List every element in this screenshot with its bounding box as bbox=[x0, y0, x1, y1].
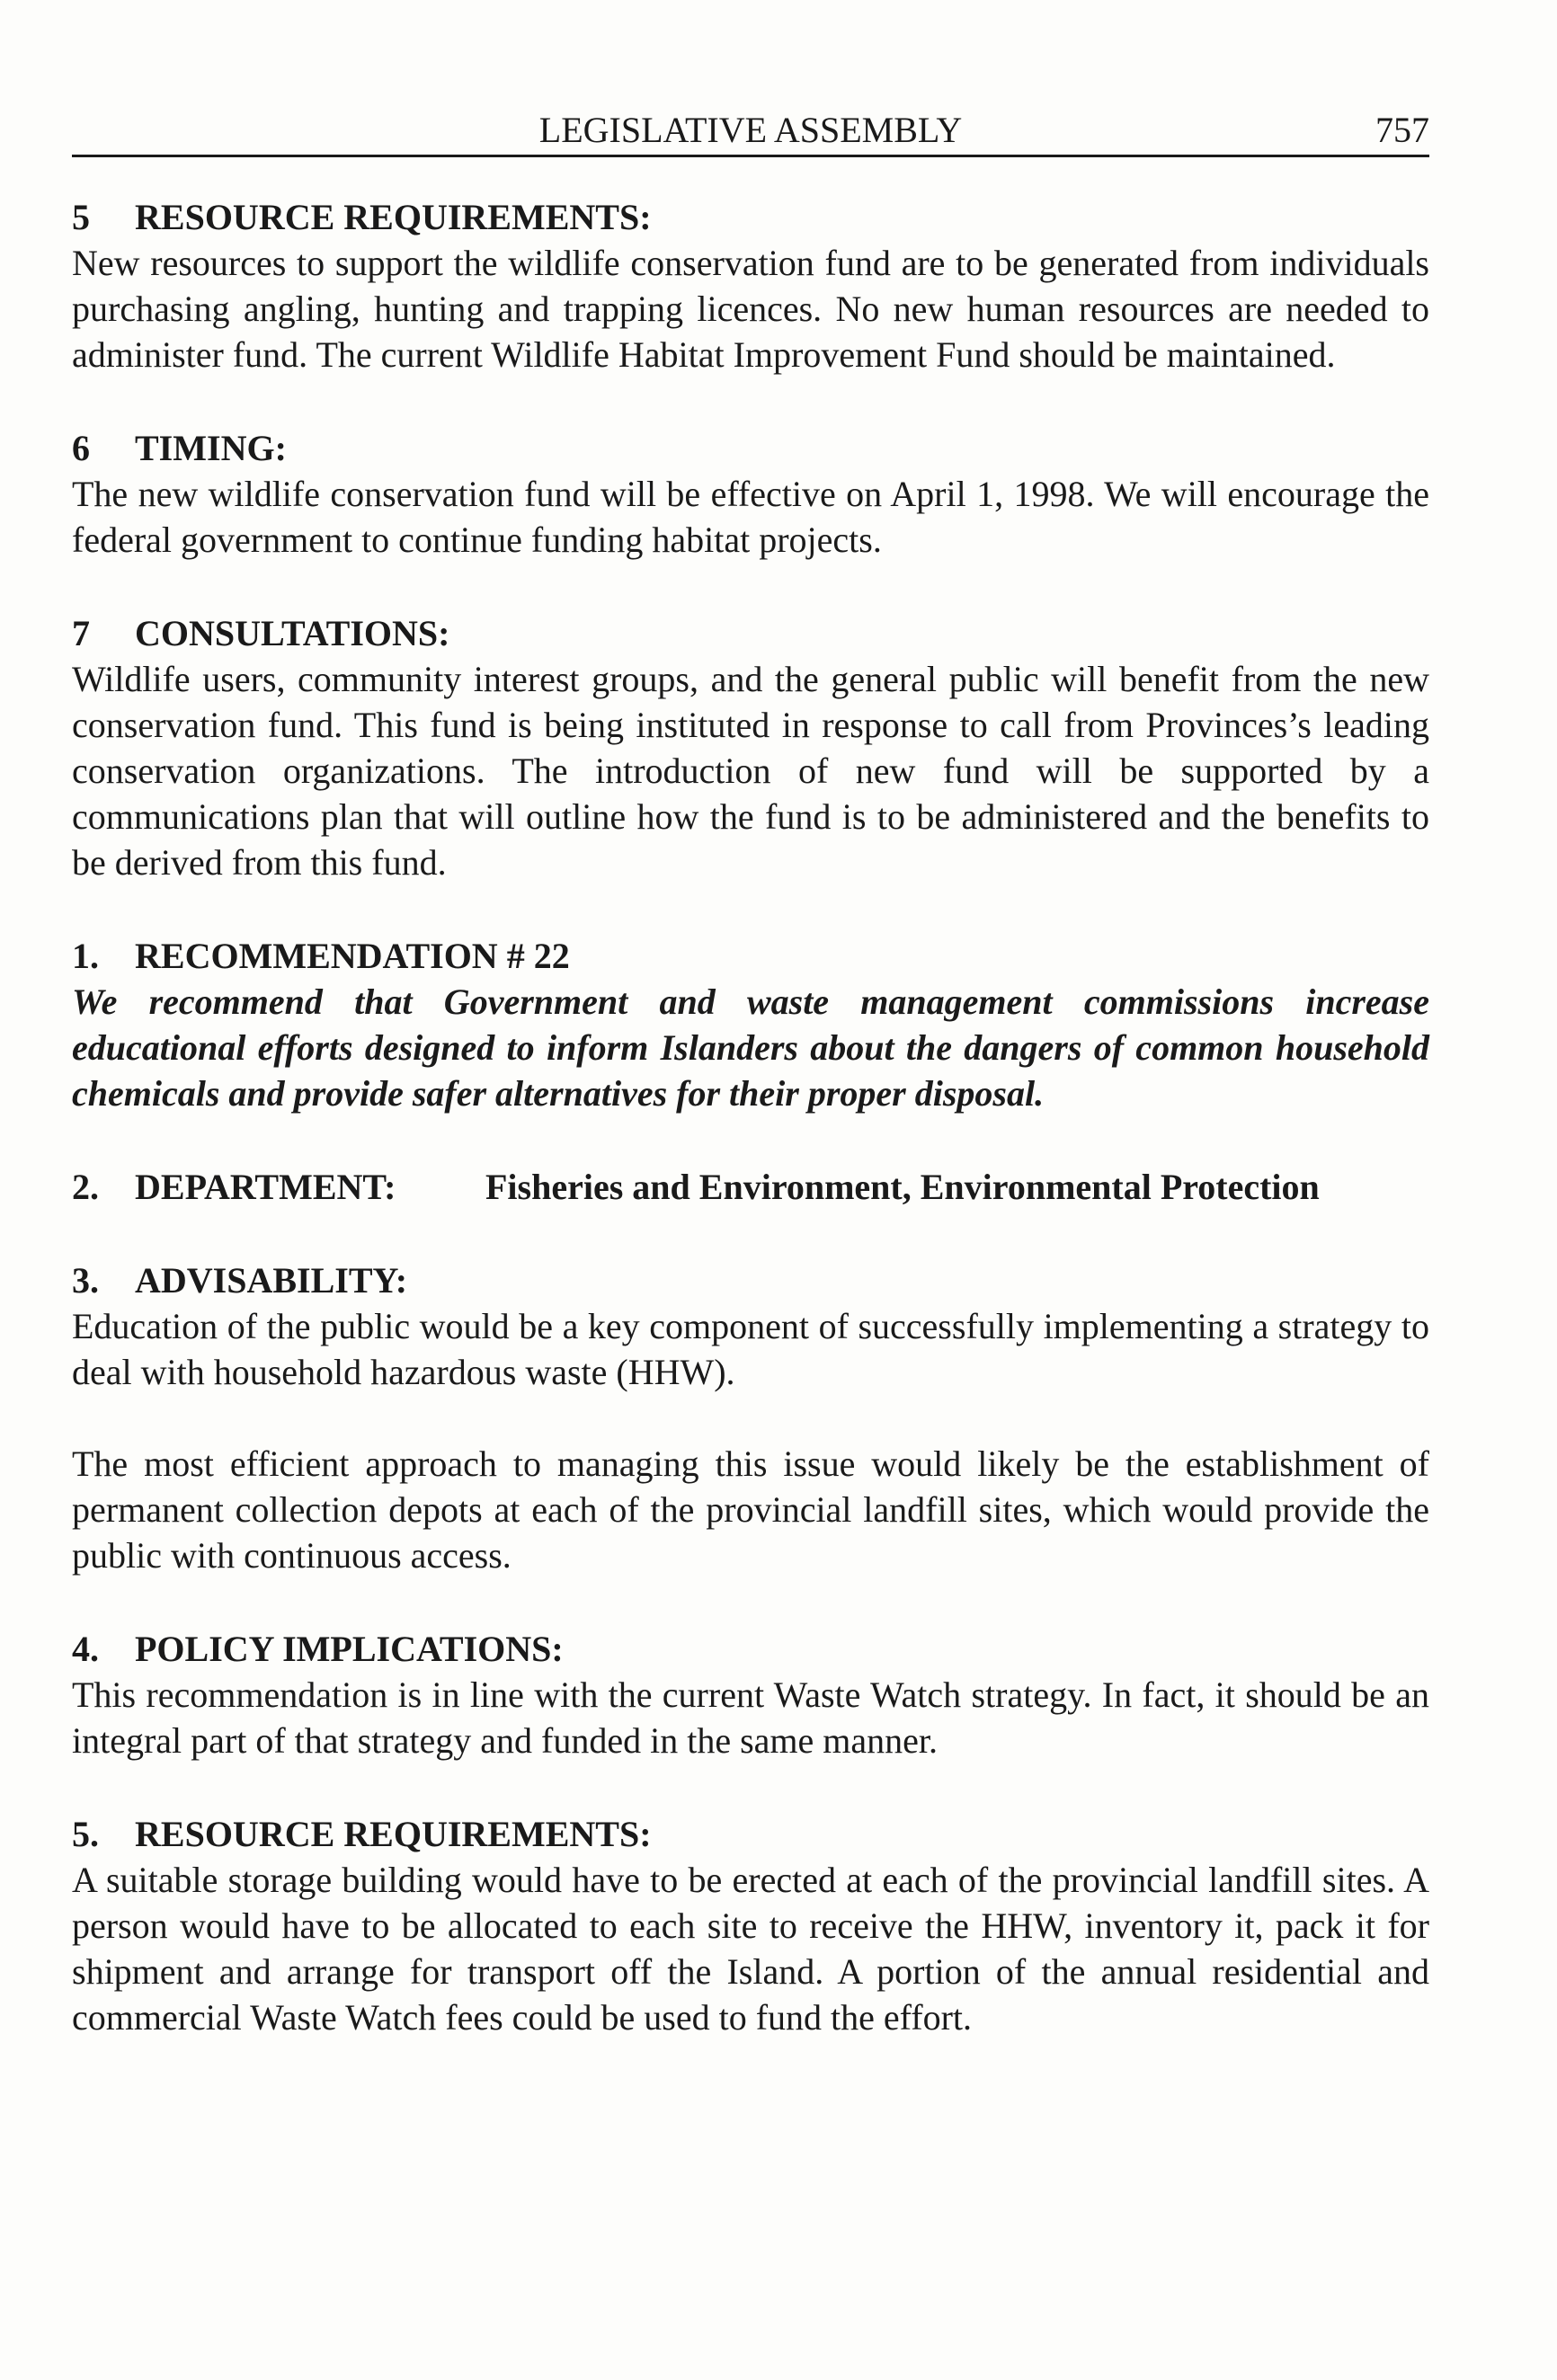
section-heading bbox=[72, 1627, 1429, 1672]
paragraph: Education of the public would be a key component of successfully implementing a strategy to deal with household hazardous waste (HHW). bbox=[72, 1306, 1429, 1392]
section-heading bbox=[72, 1812, 1429, 1857]
recommendation-title: RECOMMENDATION # 22 bbox=[135, 936, 570, 976]
section-number: 2. bbox=[72, 1167, 99, 1207]
section-number: 5 bbox=[72, 197, 90, 237]
paragraph: A suitable storage building would have to be erected at each of the provincial landfill sites. A person would have to be allocated to each site to receive the HHW, inventory it, pack it for shipment and arrange for transport off the Island. A portion of the annual residential and commercial Waste Watch fees could be used to fund the effort. bbox=[72, 1860, 1429, 2038]
section-timing bbox=[72, 426, 1429, 563]
paragraph: The new wildlife conservation fund will be effective on April 1, 1998. We will encourage the federal government to continue funding habitat projects. bbox=[72, 474, 1429, 560]
section-number: 1. bbox=[72, 936, 99, 976]
section-title: TIMING: bbox=[135, 428, 287, 468]
running-header bbox=[72, 106, 1429, 157]
document-content bbox=[72, 195, 1429, 2040]
section-number: 3. bbox=[72, 1260, 99, 1301]
section-department bbox=[72, 1165, 1429, 1210]
section-number: 6 bbox=[72, 428, 90, 468]
section-title: POLICY IMPLICATIONS: bbox=[135, 1629, 564, 1669]
section-advisability bbox=[72, 1258, 1429, 1578]
section-heading bbox=[72, 426, 1429, 471]
recommendation-heading bbox=[72, 934, 1429, 979]
running-title: LEGISLATIVE ASSEMBLY bbox=[538, 110, 963, 150]
paragraph: The most efficient approach to managing this issue would likely be the establishment of permanent collection depots at each of the provincial landfill sites, which would provide the public with continuous access. bbox=[72, 1443, 1429, 1576]
section-heading bbox=[72, 1258, 1429, 1303]
section-heading bbox=[72, 195, 1429, 240]
section-resource-requirements-wildlife bbox=[72, 195, 1429, 377]
page-number: 757 bbox=[1375, 110, 1429, 150]
section-title: CONSULTATIONS: bbox=[135, 613, 450, 653]
document-page bbox=[72, 106, 1429, 2089]
department-value: Fisheries and Environment, Environmental Protection bbox=[485, 1167, 1320, 1207]
paragraph: This recommendation is in line with the current Waste Watch strategy. In fact, it should be an integral part of that strategy and funded in the same manner. bbox=[72, 1674, 1429, 1761]
recommendation-text: We recommend that Government and waste management commissions increase educational efforts designed to inform Islanders about the dangers of common household chemicals and provide safer alternatives for their proper disposal. bbox=[72, 981, 1429, 1114]
section-resource-requirements-hhw bbox=[72, 1812, 1429, 2040]
section-heading bbox=[72, 611, 1429, 656]
department-line bbox=[72, 1165, 1429, 1210]
section-number: 5. bbox=[72, 1814, 99, 1854]
section-policy-implications bbox=[72, 1627, 1429, 1763]
section-number: 7 bbox=[72, 613, 90, 653]
section-number: 4. bbox=[72, 1629, 99, 1669]
section-title: ADVISABILITY: bbox=[135, 1260, 408, 1301]
section-consultations bbox=[72, 611, 1429, 885]
section-title: RESOURCE REQUIREMENTS: bbox=[135, 197, 652, 237]
section-recommendation bbox=[72, 934, 1429, 1116]
paragraph: New resources to support the wildlife conservation fund are to be generated from individuals purchasing angling, hunting and trapping licences. No new human resources are needed to administer fund. The current Wildlife Habitat Improvement Fund should be maintained. bbox=[72, 243, 1429, 375]
paragraph: Wildlife users, community interest groups, and the general public will benefit from the new conservation fund. This fund is being instituted in response to call from Provinces’s leading conservation organizations. The introduction of new fund will be supported by a communications plan that will outline how the fund is to be administered and the benefits to be derived from this fund. bbox=[72, 659, 1429, 883]
section-title: RESOURCE REQUIREMENTS: bbox=[135, 1814, 652, 1854]
department-label: DEPARTMENT: bbox=[135, 1167, 396, 1207]
